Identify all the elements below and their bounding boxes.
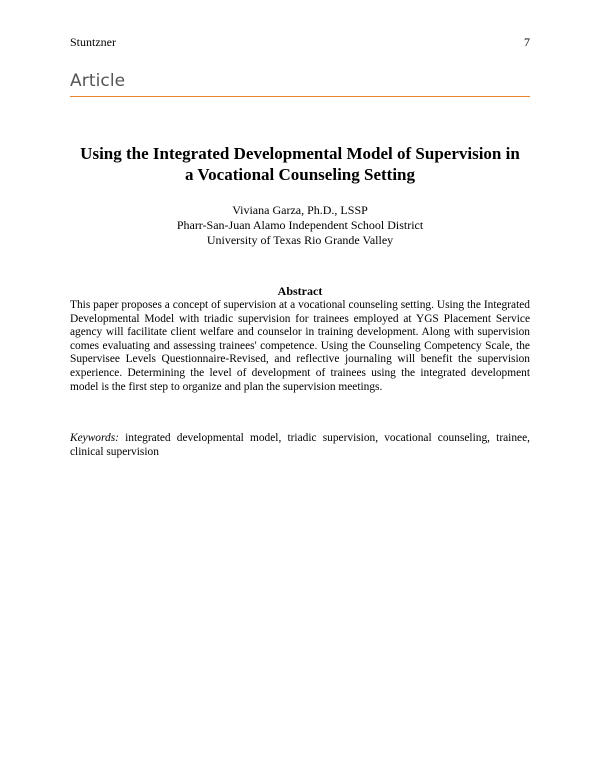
paper-title — [70, 143, 530, 185]
keywords — [70, 432, 530, 459]
section-divider — [70, 96, 530, 97]
page-number: 7 — [524, 35, 530, 49]
author-affiliation-1: Pharr-San-Juan Alamo Independent School District — [176, 218, 424, 232]
keywords-text: integrated developmental model, triadic supervision, vocational counseling, trainee, clinical supervision — [70, 432, 530, 458]
paper-title-line-2: a Vocational Counseling Setting — [184, 165, 415, 184]
keywords-label: Keywords: — [70, 432, 119, 444]
paper-title-line-1: Using the Integrated Developmental Model of Supervision in — [80, 144, 520, 163]
section-label: Article — [70, 71, 126, 91]
author-block — [70, 203, 530, 248]
abstract-heading: Abstract — [277, 284, 323, 298]
author-affiliation-2: University of Texas Rio Grande Valley — [206, 233, 394, 247]
author-name: Viviana Garza, Ph.D., LSSP — [232, 203, 368, 217]
abstract-text: This paper proposes a concept of supervision at a vocational counseling setting. Using the Integrated Developmental Model with triadic supervision for trainees employed at YGS Placement Service agency will facilitate client welfare and counselor in training development. Along with supervision comes evaluating and assessing trainees' competence. Using the Counseling Competency Scale, the Supervisee Levels Questionnaire-Revised, and reflective journaling will benefit the supervision experience. Determining the level of development of trainees using the integrated development model is the first step to organize and plan the supervision meetings. — [70, 299, 530, 393]
running-head: Stuntzner — [70, 35, 116, 49]
